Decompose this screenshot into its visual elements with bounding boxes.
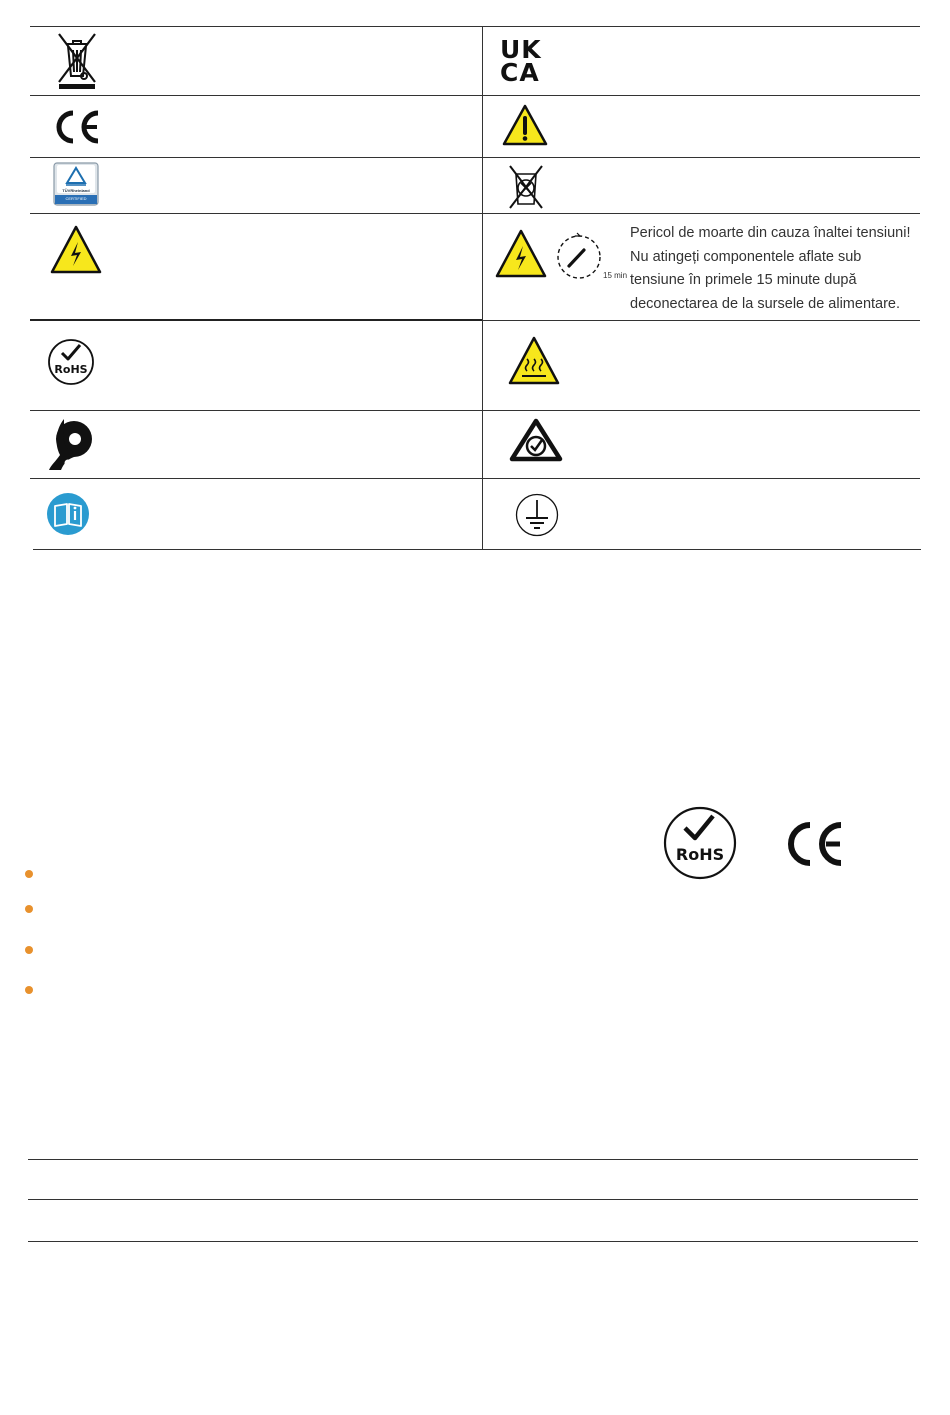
rohs-label: RoHS [54,363,88,376]
rohs-label: RoHS [675,845,725,864]
table-rule [30,319,482,321]
table-rule [30,478,920,479]
list-bullet [25,946,33,954]
table-rule [30,26,920,27]
rcm-mark-icon [508,418,564,464]
ukca-mark-icon [500,35,552,87]
rohs-icon [663,806,737,880]
high-voltage-warning-icon [494,228,548,280]
table-rule [482,320,920,321]
timer-label: 15 min [603,271,628,280]
read-manual-icon [46,492,90,536]
table-rule [28,1199,918,1200]
table-rule [28,1159,918,1160]
list-bullet [25,905,33,913]
list-bullet [25,870,33,878]
ce-mark-icon [52,108,102,146]
inmetro-style-mark-icon [46,413,96,473]
ukca-line-2: CA [500,58,540,87]
warning-line: tensiune în primele 15 minute după [630,272,857,288]
warning-line: deconectarea de la sursele de alimentare. [630,295,901,312]
weee-crossed-bin-icon [56,32,98,92]
table-rule [33,549,921,550]
list-bullet [25,986,33,994]
tuv-brand-text: TÜVRheinland [62,188,90,193]
hot-surface-warning-icon [507,335,561,387]
table-rule [30,410,920,411]
ce-mark-icon [785,820,845,868]
general-warning-icon [501,103,549,147]
tuv-certified-text: CERTIFIED [65,196,87,201]
rohs-icon [47,338,95,386]
no-open-flame-disposal-icon [508,164,544,210]
table-column-divider [482,26,483,550]
high-voltage-warning-icon [49,224,103,276]
ukca-line-1: UK [500,35,542,64]
table-rule [28,1241,918,1242]
discharge-warning-text [630,222,930,316]
table-rule [30,157,920,158]
table-rule [30,213,920,214]
warning-line: Nu atingeți componentele aflate sub [630,248,862,265]
table-rule [30,95,920,96]
warning-line: Pericol de moarte din cauza înaltei tensiuni! [630,225,911,241]
protective-earth-icon [515,493,559,537]
discharge-timer-icon [555,230,605,282]
